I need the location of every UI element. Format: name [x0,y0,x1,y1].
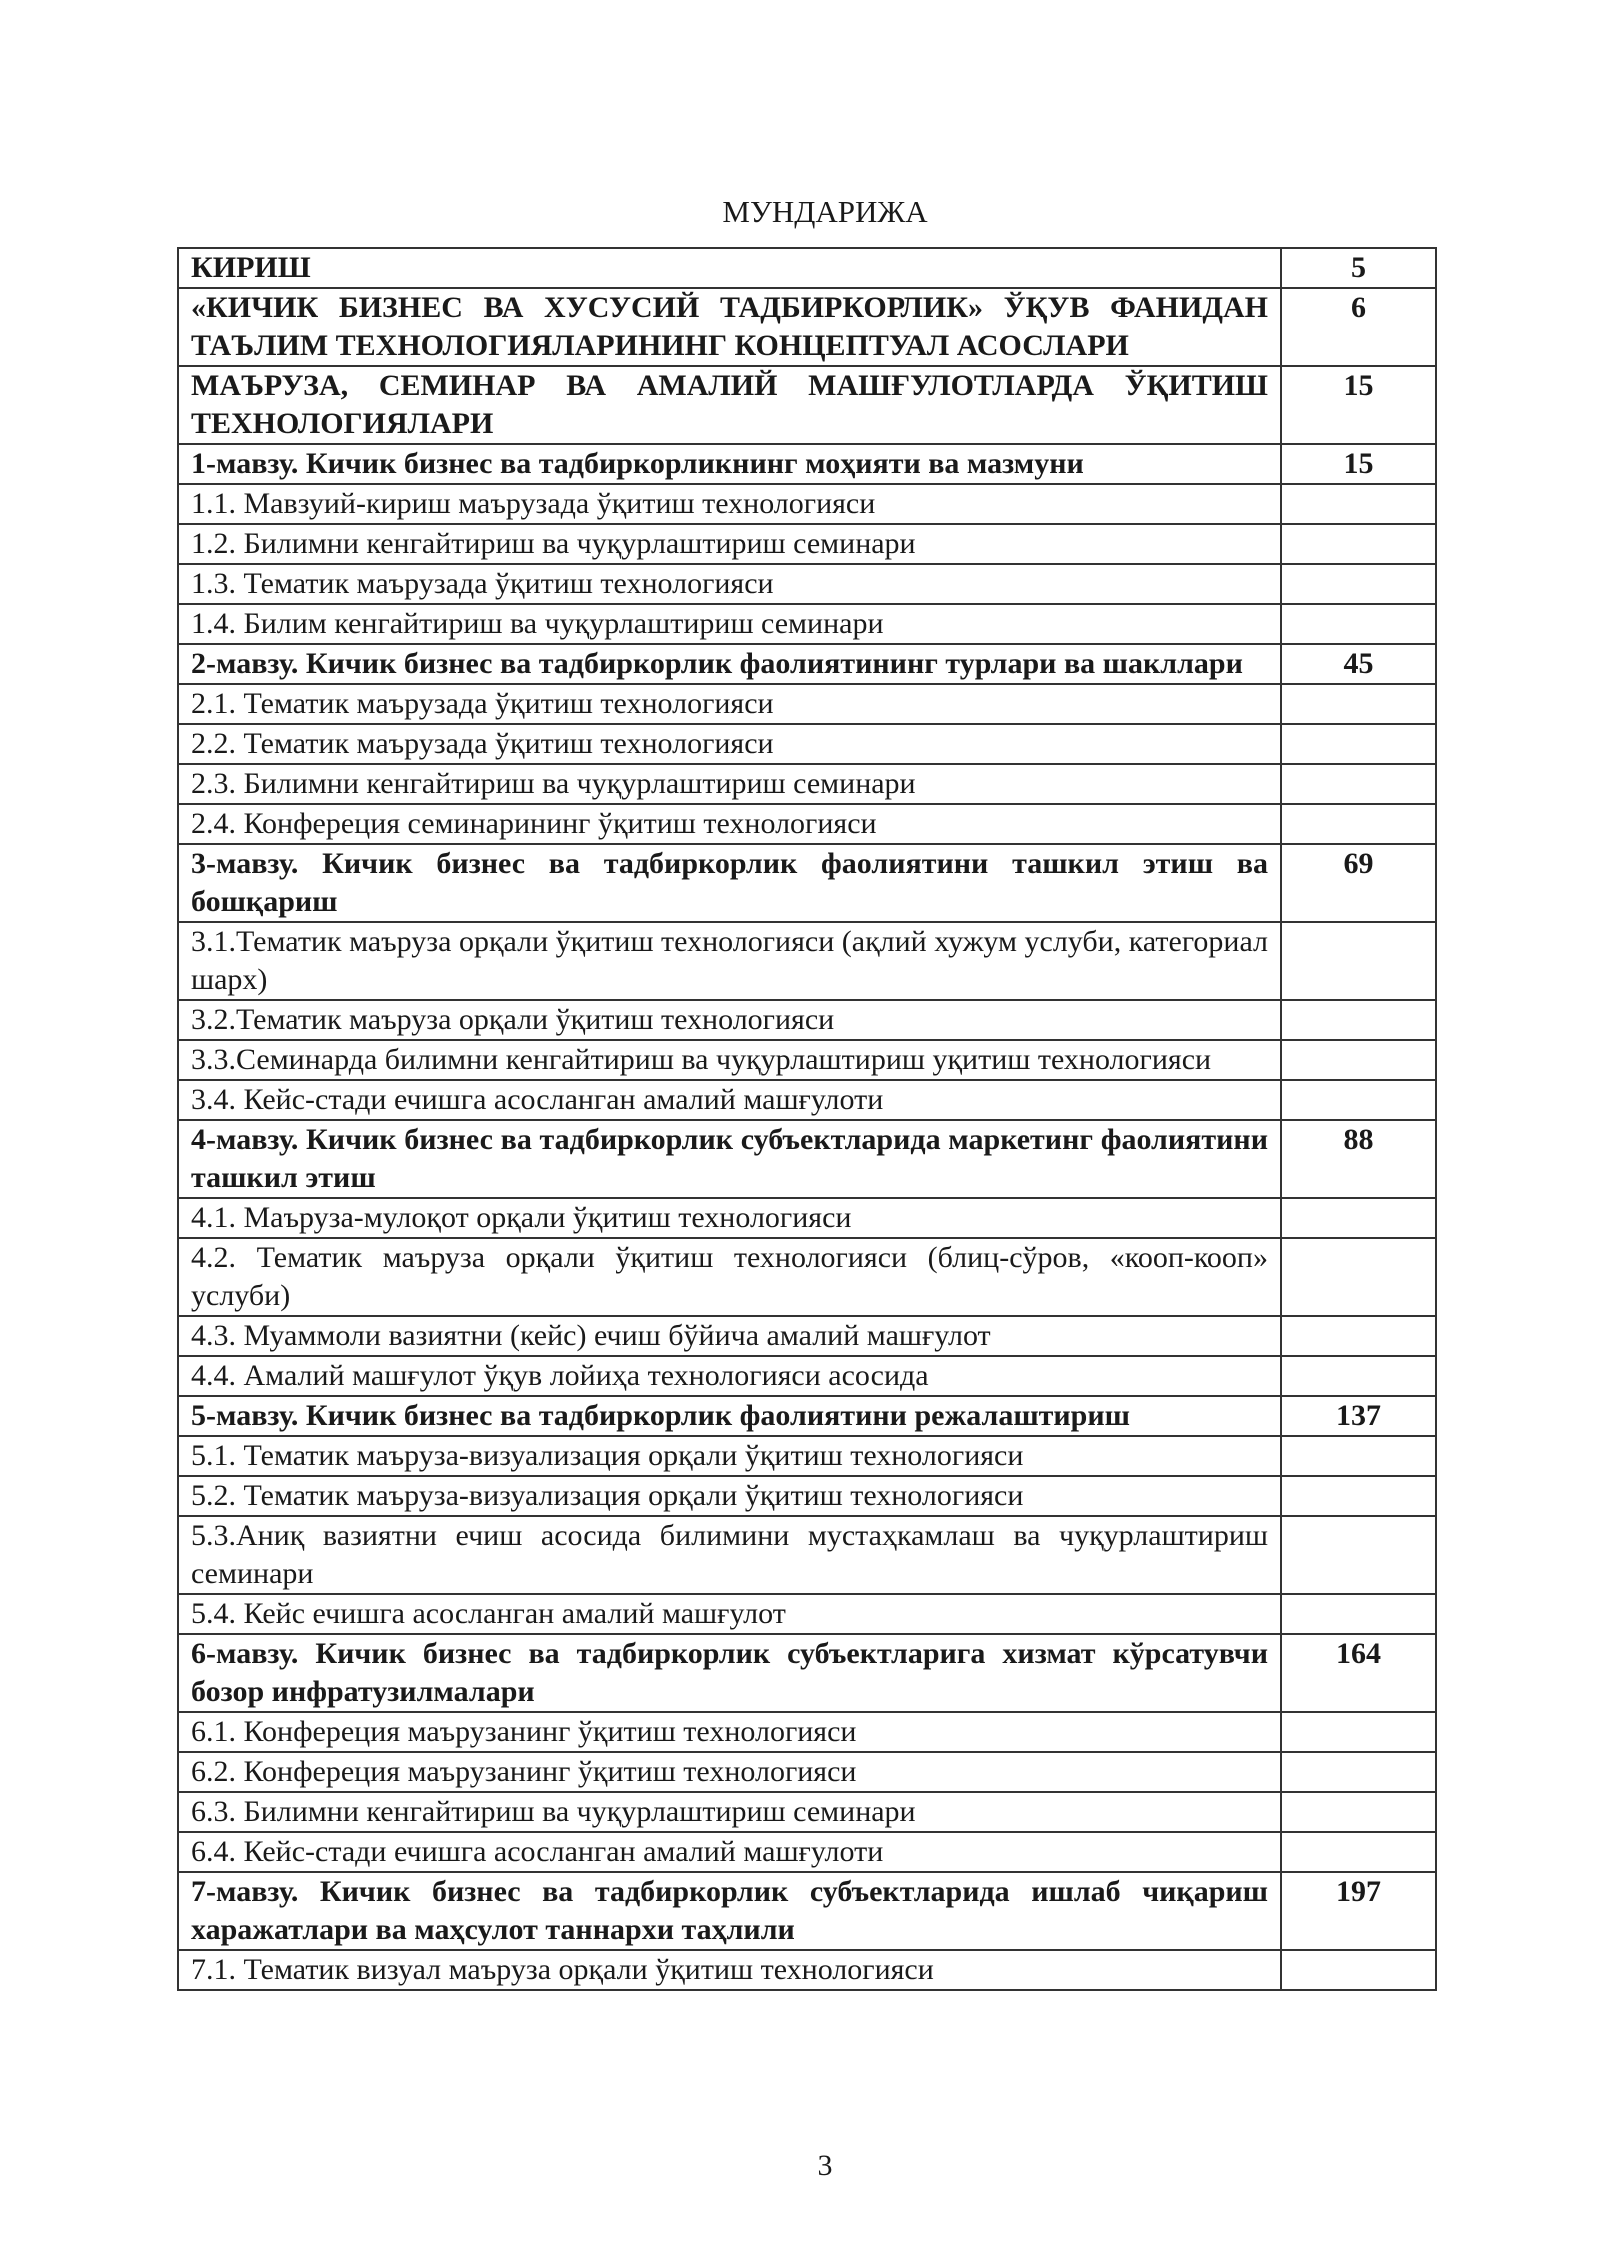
toc-entry-title: 2.2. Тематик маърузада ўқитиш технологияси [178,724,1281,764]
toc-entry-title: 3-мавзу. Кичик бизнес ва тадбиркорлик фаолиятини ташкил этиш ва бошқариш [178,844,1281,922]
toc-entry-page [1281,1040,1436,1080]
toc-entry-page: 88 [1281,1120,1436,1198]
page-number: 3 [817,2149,833,2182]
toc-section-row [178,844,1436,922]
toc-entry-page: 164 [1281,1634,1436,1712]
toc-entry-page [1281,484,1436,524]
toc-entry-title: 1.1. Мавзуий-кириш маърузада ўқитиш технологияси [178,484,1281,524]
toc-subsection-row [178,1238,1436,1316]
toc-entry-page [1281,724,1436,764]
toc-section-row [178,444,1436,484]
toc-entry-page [1281,1792,1436,1832]
toc-entry-title: «КИЧИК БИЗНЕС ВА ХУСУСИЙ ТАДБИРКОРЛИК» ЎҚУВ ФАНИДАН ТАЪЛИМ ТЕХНОЛОГИЯЛАРИНИНГ КОНЦЕПТУАЛ АСОСЛАРИ [178,288,1281,366]
toc-entry-title: 6.4. Кейс-стади ечишга асосланган амалий машғулоти [178,1832,1281,1872]
toc-entry-title: 4.4. Амалий машғулот ўқув лойиҳа технологияси асосида [178,1356,1281,1396]
toc-entry-page [1281,1436,1436,1476]
toc-entry-page [1281,1832,1436,1872]
toc-subsection-row [178,564,1436,604]
toc-entry-title: 5.4. Кейс ечишга асосланган амалий машғулот [178,1594,1281,1634]
toc-entry-title: 7.1. Тематик визуал маъруза орқали ўқитиш технологияси [178,1950,1281,1990]
toc-section-row [178,1396,1436,1436]
toc-entry-title: 2-мавзу. Кичик бизнес ва тадбиркорлик фаолиятининг турлари ва шакллари [178,644,1281,684]
table-of-contents [177,247,1437,1991]
toc-entry-title: 3.1.Тематик маъруза орқали ўқитиш технологияси (ақлий хужум услуби, категориал шарх) [178,922,1281,1000]
toc-subsection-row [178,1316,1436,1356]
toc-entry-title: 7-мавзу. Кичик бизнес ва тадбиркорлик субъектларида ишлаб чиқариш харажатлари ва маҳсулот таннархи таҳлили [178,1872,1281,1950]
toc-entry-page [1281,1000,1436,1040]
toc-entry-title: 6.1. Конфереция маърузанинг ўқитиш технологияси [178,1712,1281,1752]
toc-section-row [178,248,1436,288]
toc-section-row [178,288,1436,366]
toc-subsection-row [178,484,1436,524]
toc-entry-page [1281,1476,1436,1516]
toc-entry-title: 5.2. Тематик маъруза-визуализация орқали ўқитиш технологияси [178,1476,1281,1516]
toc-entry-title: 3.2.Тематик маъруза орқали ўқитиш технологияси [178,1000,1281,1040]
toc-entry-title: 2.3. Билимни кенгайтириш ва чуқурлаштириш семинари [178,764,1281,804]
toc-entry-page: 15 [1281,444,1436,484]
toc-subsection-row [178,1516,1436,1594]
toc-subsection-row [178,724,1436,764]
toc-entry-title: 5.1. Тематик маъруза-визуализация орқали ўқитиш технологияси [178,1436,1281,1476]
toc-entry-page [1281,804,1436,844]
toc-subsection-row [178,804,1436,844]
toc-entry-page: 137 [1281,1396,1436,1436]
toc-entry-page [1281,1080,1436,1120]
toc-entry-title: 6.2. Конфереция маърузанинг ўқитиш технологияси [178,1752,1281,1792]
toc-entry-page [1281,1594,1436,1634]
toc-subsection-row [178,1000,1436,1040]
toc-entry-title: 6-мавзу. Кичик бизнес ва тадбиркорлик субъектларига хизмат кўрсатувчи бозор инфратузилмалари [178,1634,1281,1712]
toc-entry-title: 4-мавзу. Кичик бизнес ва тадбиркорлик субъектларида маркетинг фаолиятини ташкил этиш [178,1120,1281,1198]
toc-entry-title: 1.3. Тематик маърузада ўқитиш технологияси [178,564,1281,604]
toc-subsection-row [178,1832,1436,1872]
toc-subsection-row [178,1594,1436,1634]
toc-entry-page [1281,564,1436,604]
toc-entry-page: 45 [1281,644,1436,684]
toc-subsection-row [178,684,1436,724]
toc-entry-page [1281,604,1436,644]
toc-entry-title: 5-мавзу. Кичик бизнес ва тадбиркорлик фаолиятини режалаштириш [178,1396,1281,1436]
toc-entry-page [1281,1516,1436,1594]
toc-subsection-row [178,604,1436,644]
toc-body [178,248,1436,1990]
toc-subsection-row [178,1752,1436,1792]
toc-subsection-row [178,1436,1436,1476]
toc-subsection-row [178,922,1436,1000]
toc-entry-page [1281,684,1436,724]
toc-entry-page [1281,1950,1436,1990]
toc-entry-page: 5 [1281,248,1436,288]
toc-entry-title: 2.1. Тематик маърузада ўқитиш технологияси [178,684,1281,724]
toc-section-row [178,644,1436,684]
toc-subsection-row [178,524,1436,564]
toc-entry-page [1281,1238,1436,1316]
toc-subsection-row [178,1040,1436,1080]
toc-entry-page: 6 [1281,288,1436,366]
toc-section-row [178,1634,1436,1712]
toc-entry-title: 1-мавзу. Кичик бизнес ва тадбиркорликнинг моҳияти ва мазмуни [178,444,1281,484]
toc-entry-page [1281,1316,1436,1356]
toc-section-row [178,1872,1436,1950]
toc-entry-title: 1.2. Билимни кенгайтириш ва чуқурлаштириш семинари [178,524,1281,564]
toc-entry-page [1281,922,1436,1000]
toc-entry-title: МАЪРУЗА, СЕМИНАР ВА АМАЛИЙ МАШҒУЛОТЛАРДА ЎҚИТИШ ТЕХНОЛОГИЯЛАРИ [178,366,1281,444]
toc-subsection-row [178,1080,1436,1120]
toc-entry-title: 6.3. Билимни кенгайтириш ва чуқурлаштириш семинари [178,1792,1281,1832]
toc-entry-title: 3.4. Кейс-стади ечишга асосланган амалий машғулоти [178,1080,1281,1120]
toc-subsection-row [178,1712,1436,1752]
document-heading: МУНДАРИЖА [722,194,928,229]
toc-entry-title: 3.3.Семинарда билимни кенгайтириш ва чуқурлаштириш уқитиш технологияси [178,1040,1281,1080]
toc-subsection-row [178,1792,1436,1832]
toc-subsection-row [178,1198,1436,1238]
toc-entry-page [1281,764,1436,804]
toc-subsection-row [178,1950,1436,1990]
toc-entry-page: 69 [1281,844,1436,922]
toc-section-row [178,1120,1436,1198]
toc-entry-page [1281,1356,1436,1396]
toc-entry-page [1281,1198,1436,1238]
toc-entry-page [1281,1712,1436,1752]
toc-entry-title: 1.4. Билим кенгайтириш ва чуқурлаштириш семинари [178,604,1281,644]
toc-entry-page [1281,524,1436,564]
toc-entry-title: КИРИШ [178,248,1281,288]
toc-section-row [178,366,1436,444]
toc-entry-title: 5.3.Аниқ вазиятни ечиш асосида билимини мустаҳкамлаш ва чуқурлаштириш семинари [178,1516,1281,1594]
toc-entry-title: 2.4. Конфереция семинарининг ўқитиш технологияси [178,804,1281,844]
toc-entry-page: 15 [1281,366,1436,444]
toc-entry-title: 4.1. Маъруза-мулоқот орқали ўқитиш технологияси [178,1198,1281,1238]
toc-entry-title: 4.3. Муаммоли вазиятни (кейс) ечиш бўйича амалий машғулот [178,1316,1281,1356]
toc-entry-page: 197 [1281,1872,1436,1950]
toc-subsection-row [178,1356,1436,1396]
toc-entry-page [1281,1752,1436,1792]
toc-subsection-row [178,1476,1436,1516]
toc-entry-title: 4.2. Тематик маъруза орқали ўқитиш технологияси (блиц-сўров, «кооп-кооп» услуби) [178,1238,1281,1316]
toc-subsection-row [178,764,1436,804]
